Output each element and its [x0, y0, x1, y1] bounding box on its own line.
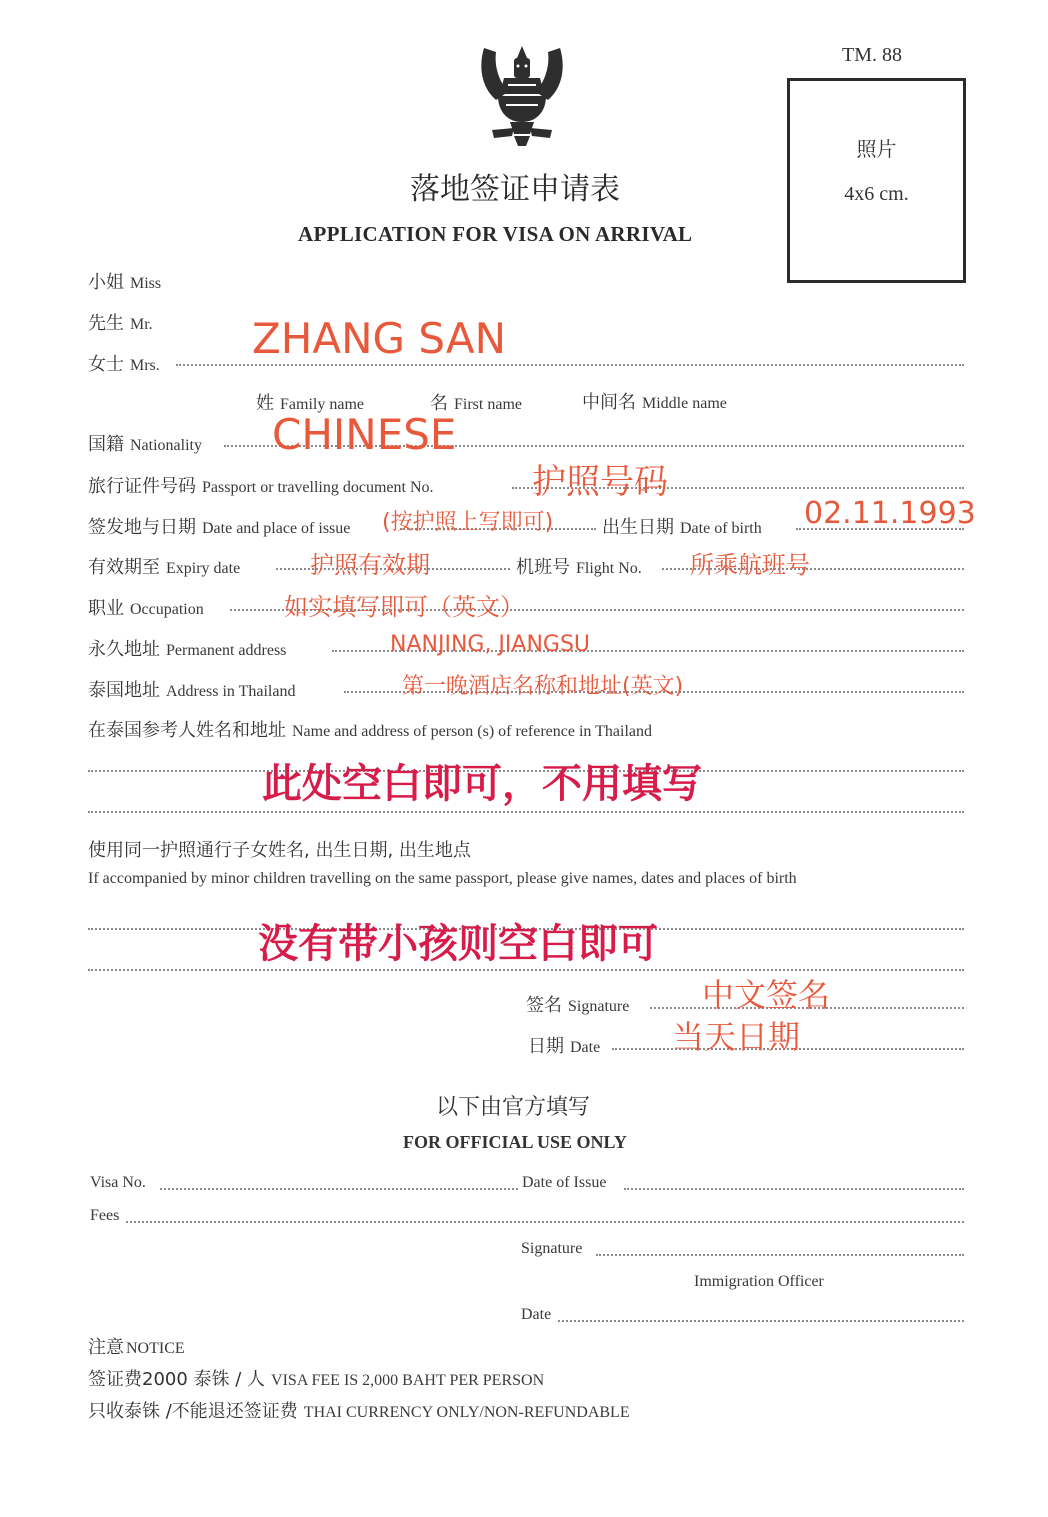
permanent-address-value: NANJING, JIANGSU — [390, 632, 591, 657]
expiry-label: 有效期至 Expiry date — [88, 557, 241, 578]
fees-label: Fees — [90, 1207, 120, 1224]
signature-label: 签名 Signature — [526, 995, 630, 1016]
signature-value: 中文签名 — [702, 976, 831, 1014]
name-part-first: 名 First name — [430, 393, 522, 414]
photo-box — [787, 78, 966, 283]
official-signature-field-line[interactable] — [596, 1254, 964, 1256]
thai-address-label: 泰国地址 Address in Thailand — [88, 680, 296, 701]
photo-label: 照片 — [856, 137, 897, 161]
reference-field-line-2[interactable] — [88, 811, 964, 813]
reference-value: 此处空白即可，不用填写 — [262, 761, 702, 807]
date-label: 日期 Date — [528, 1036, 601, 1057]
permanent-address-label: 永久地址 Permanent address — [88, 639, 287, 660]
nationality-value: CHINESE — [272, 410, 457, 459]
nationality-label: 国籍 Nationality — [88, 434, 202, 455]
official-signature-label: Signature — [521, 1240, 583, 1257]
date-value: 当天日期 — [672, 1018, 801, 1056]
name-part-middle: 中间名 Middle name — [582, 392, 727, 413]
title-mr: 先生 Mr. — [88, 313, 153, 334]
official-title-en: FOR OFFICIAL USE ONLY — [403, 1132, 627, 1152]
visa-no-label: Visa No. — [90, 1174, 146, 1191]
children-field-line-2[interactable] — [88, 969, 964, 971]
issue-value: (按护照上写即可) — [382, 510, 554, 535]
official-date-label: Date — [521, 1306, 552, 1323]
notice-title: 注意 NOTICE — [88, 1337, 185, 1358]
passport-label: 旅行证件号码 Passport or travelling document No. — [88, 476, 434, 497]
title-mrs: 女士 Mrs. — [88, 354, 160, 375]
fees-field-line[interactable] — [126, 1221, 964, 1223]
title-miss: 小姐 Miss — [88, 272, 162, 293]
name-field-line[interactable] — [176, 364, 964, 366]
reference-label: 在泰国参考人姓名和地址 Name and address of person (s) of reference in Thailand — [88, 720, 652, 741]
expiry-value: 护照有效期 — [310, 551, 430, 579]
form-code: TM. 88 — [842, 44, 902, 66]
occupation-label: 职业 Occupation — [88, 598, 204, 619]
thai-address-value: 第一晚酒店名称和地址(英文) — [402, 674, 684, 699]
visa-no-field-line[interactable] — [160, 1188, 518, 1190]
children-label-en: If accompanied by minor children travelling on the same passport, please give names, dates and places of birth — [88, 870, 797, 887]
notice-line-currency: 只收泰铢 /不能退还签证费 THAI CURRENCY ONLY/NON-REFUNDABLE — [88, 1401, 630, 1422]
garuda-emblem — [474, 38, 570, 150]
dob-label: 出生日期 Date of birth — [602, 517, 762, 538]
children-label-zh: 使用同一护照通行子女姓名, 出生日期, 出生地点 — [88, 840, 471, 861]
form-title-en: APPLICATION FOR VISA ON ARRIVAL — [298, 222, 693, 246]
official-title-zh: 以下由官方填写 — [436, 1095, 591, 1120]
date-of-issue-field-line[interactable] — [624, 1188, 964, 1190]
name-value: ZHANG SAN — [252, 314, 506, 363]
passport-value: 护照号码 — [532, 462, 668, 502]
form-title-zh: 落地签证申请表 — [410, 172, 620, 207]
notice-line-fee: 签证费2000 泰铢 / 人 VISA FEE IS 2,000 BAHT PER PERSON — [88, 1369, 545, 1390]
immigration-officer-label: Immigration Officer — [694, 1273, 824, 1290]
flight-value: 所乘航班号 — [690, 551, 810, 579]
date-of-issue-label: Date of Issue — [522, 1174, 607, 1191]
occupation-value: 如实填写即可（英文） — [284, 593, 524, 621]
official-date-field-line[interactable] — [558, 1320, 964, 1322]
photo-size: 4x6 cm. — [844, 183, 909, 205]
issue-label: 签发地与日期 Date and place of issue — [88, 517, 351, 538]
flight-label: 机班号 Flight No. — [516, 557, 642, 578]
name-part-family: 姓 Family name — [256, 393, 364, 414]
children-value: 没有带小孩则空白即可 — [258, 921, 658, 967]
dob-value: 02.11.1993 — [804, 496, 976, 531]
